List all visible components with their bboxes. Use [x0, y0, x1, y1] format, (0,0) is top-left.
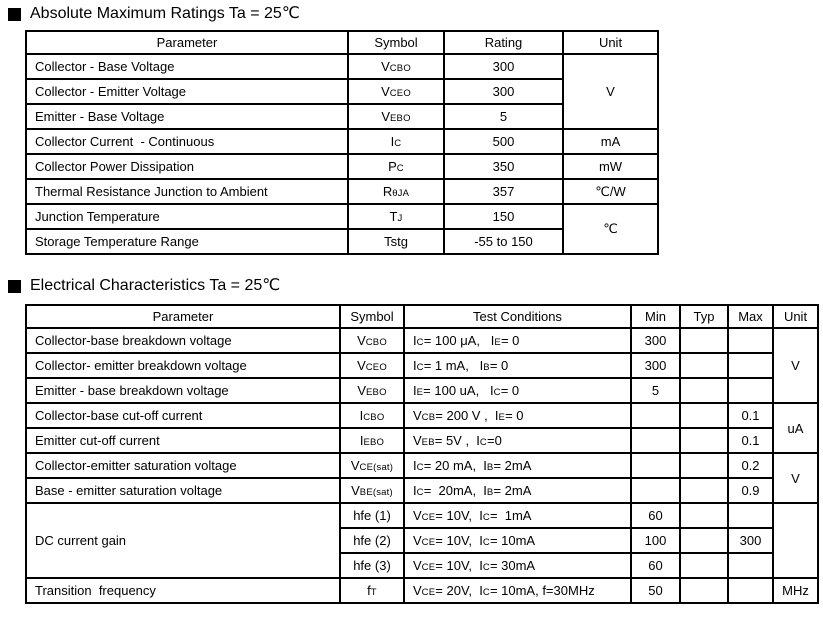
cell-symbol: VCE(sat)	[340, 453, 404, 478]
column-header-parameter: Parameter	[26, 31, 348, 54]
cell-rating: 150	[444, 204, 563, 229]
cell-parameter: Collector- emitter breakdown voltage	[26, 353, 340, 378]
cell-symbol: IC	[348, 129, 444, 154]
subscript-text: CBO	[365, 337, 387, 348]
subscript-text: EBO	[366, 387, 387, 398]
cell-test-conditions: VCE= 10V, IC= 1mA	[404, 503, 631, 528]
cell-parameter: Collector-base breakdown voltage	[26, 328, 340, 353]
subscript-text: CE	[421, 587, 436, 598]
cell-max: 0.1	[728, 403, 773, 428]
cell-parameter: DC current gain	[26, 503, 340, 578]
black-square-bullet-icon	[8, 280, 21, 293]
cell-symbol: hfe (1)	[340, 503, 404, 528]
subscript-text: C	[396, 163, 404, 174]
cell-symbol: RθJA	[348, 179, 444, 204]
cell-typ	[680, 403, 728, 428]
cell-symbol: PC	[348, 154, 444, 179]
cell-min: 300	[631, 328, 680, 353]
cell-symbol: Tstg	[348, 229, 444, 254]
cell-max: 0.2	[728, 453, 773, 478]
column-header-symbol: Symbol	[340, 305, 404, 328]
column-header-parameter: Parameter	[26, 305, 340, 328]
cell-unit: V	[563, 54, 658, 129]
cell-min	[631, 453, 680, 478]
cell-unit	[773, 503, 818, 578]
cell-parameter: Collector-emitter saturation voltage	[26, 453, 340, 478]
cell-symbol: VCBO	[348, 54, 444, 79]
subscript-text: B	[483, 362, 490, 373]
cell-test-conditions: VCE= 20V, IC= 10mA, f=30MHz	[404, 578, 631, 603]
cell-rating: 500	[444, 129, 563, 154]
cell-unit: V	[773, 453, 818, 503]
absolute-maximum-ratings-table	[25, 30, 659, 255]
cell-parameter: Emitter cut-off current	[26, 428, 340, 453]
cell-parameter: Collector Power Dissipation	[26, 154, 348, 179]
cell-symbol: hfe (3)	[340, 553, 404, 578]
cell-max	[728, 578, 773, 603]
subscript-text: B	[486, 487, 494, 498]
cell-max	[728, 378, 773, 403]
header-row	[26, 305, 818, 328]
cell-max	[728, 503, 773, 528]
cell-min: 300	[631, 353, 680, 378]
subscript-text: C	[416, 337, 424, 348]
subscript-text: C	[482, 537, 490, 548]
cell-parameter: Collector-base cut-off current	[26, 403, 340, 428]
cell-unit: MHz	[773, 578, 818, 603]
cell-symbol: VEBO	[348, 104, 444, 129]
cell-test-conditions: VCE= 10V, IC= 10mA	[404, 528, 631, 553]
cell-parameter: Thermal Resistance Junction to Ambient	[26, 179, 348, 204]
column-header-test-conditions: Test Conditions	[404, 305, 631, 328]
table-row	[26, 503, 818, 528]
cell-max: 0.1	[728, 428, 773, 453]
cell-typ	[680, 553, 728, 578]
subscript-text: J	[397, 213, 403, 224]
cell-max	[728, 328, 773, 353]
cell-parameter: Base - emitter saturation voltage	[26, 478, 340, 503]
cell-test-conditions: IC= 100 μA, IE= 0	[404, 328, 631, 353]
table-row	[26, 154, 658, 179]
cell-min	[631, 478, 680, 503]
cell-parameter: Emitter - base breakdown voltage	[26, 378, 340, 403]
cell-unit: ℃/W	[563, 179, 658, 204]
cell-test-conditions: VCE= 10V, IC= 30mA	[404, 553, 631, 578]
table-row	[26, 428, 818, 453]
cell-unit: mW	[563, 154, 658, 179]
cell-symbol: VCEO	[348, 79, 444, 104]
cell-rating: 5	[444, 104, 563, 129]
subscript-text: CEO	[389, 88, 411, 99]
cell-typ	[680, 453, 728, 478]
cell-min: 100	[631, 528, 680, 553]
subscript-text: CBO	[389, 63, 411, 74]
subscript-text: C	[416, 462, 424, 473]
cell-parameter: Junction Temperature	[26, 204, 348, 229]
subscript-text: CE(sat)	[359, 462, 394, 473]
subscript-text: E	[494, 337, 501, 348]
cell-typ	[680, 428, 728, 453]
cell-parameter: Collector - Emitter Voltage	[26, 79, 348, 104]
table-row	[26, 328, 818, 353]
cell-parameter: Transition frequency	[26, 578, 340, 603]
subscript-text: θJA	[392, 188, 410, 199]
subscript-text: CE	[421, 512, 436, 523]
column-header-max: Max	[728, 305, 773, 328]
table-row	[26, 578, 818, 603]
table-row	[26, 378, 818, 403]
cell-typ	[680, 478, 728, 503]
column-header-typ: Typ	[680, 305, 728, 328]
subscript-text: CEO	[365, 362, 387, 373]
section-title-text: Absolute Maximum Ratings Ta = 25℃	[30, 5, 300, 22]
cell-typ	[680, 528, 728, 553]
section-title-absolute-maximum-ratings	[8, 5, 823, 23]
subscript-text: C	[482, 562, 490, 573]
table-row	[26, 129, 658, 154]
cell-min: 5	[631, 378, 680, 403]
subscript-text: EBO	[363, 437, 385, 448]
electrical-characteristics-table	[25, 304, 819, 604]
cell-symbol: VCEO	[340, 353, 404, 378]
subscript-text: C	[479, 437, 487, 448]
cell-rating: 300	[444, 79, 563, 104]
cell-unit: V	[773, 328, 818, 403]
subscript-text: CE	[421, 537, 436, 548]
cell-parameter: Collector Current - Continuous	[26, 129, 348, 154]
subscript-text: B	[486, 462, 494, 473]
cell-max	[728, 353, 773, 378]
cell-typ	[680, 578, 728, 603]
cell-rating: 350	[444, 154, 563, 179]
cell-test-conditions: IE= 100 uA, IC= 0	[404, 378, 631, 403]
subscript-text: C	[482, 512, 490, 523]
cell-unit: uA	[773, 403, 818, 453]
table-row	[26, 204, 658, 229]
cell-test-conditions: VCB= 200 V , IE= 0	[404, 403, 631, 428]
table-row	[26, 478, 818, 503]
subscript-text: C	[416, 487, 424, 498]
cell-unit: mA	[563, 129, 658, 154]
cell-min: 60	[631, 553, 680, 578]
cell-symbol: hfe (2)	[340, 528, 404, 553]
cell-max: 300	[728, 528, 773, 553]
section-title-text: Electrical Characteristics Ta = 25℃	[30, 277, 281, 294]
subscript-text: C	[394, 138, 402, 149]
table-row	[26, 453, 818, 478]
cell-typ	[680, 378, 728, 403]
cell-parameter: Collector - Base Voltage	[26, 54, 348, 79]
table-row	[26, 353, 818, 378]
cell-symbol: VCBO	[340, 328, 404, 353]
cell-max: 0.9	[728, 478, 773, 503]
subscript-text: T	[370, 587, 377, 598]
section-title-electrical-characteristics	[8, 277, 823, 295]
subscript-text: C	[416, 362, 424, 373]
cell-min	[631, 428, 680, 453]
subscript-text: E	[416, 387, 424, 398]
subscript-text: C	[493, 387, 501, 398]
table-row	[26, 54, 658, 79]
datasheet-page	[0, 5, 823, 617]
cell-typ	[680, 503, 728, 528]
subscript-text: C	[482, 587, 490, 598]
cell-symbol: VBE(sat)	[340, 478, 404, 503]
cell-unit: ℃	[563, 204, 658, 254]
cell-rating: 300	[444, 54, 563, 79]
table-row	[26, 179, 658, 204]
column-header-rating: Rating	[444, 31, 563, 54]
cell-symbol: TJ	[348, 204, 444, 229]
table-row	[26, 403, 818, 428]
cell-typ	[680, 353, 728, 378]
cell-max	[728, 553, 773, 578]
subscript-text: CE	[421, 562, 436, 573]
cell-min: 60	[631, 503, 680, 528]
cell-test-conditions: IC= 1 mA, IB= 0	[404, 353, 631, 378]
column-header-min: Min	[631, 305, 680, 328]
column-header-unit: Unit	[773, 305, 818, 328]
subscript-text: BE(sat)	[359, 487, 393, 498]
cell-symbol: IEBO	[340, 428, 404, 453]
cell-symbol: ICBO	[340, 403, 404, 428]
cell-parameter: Storage Temperature Range	[26, 229, 348, 254]
subscript-text: E	[498, 412, 506, 423]
subscript-text: CBO	[363, 412, 385, 423]
cell-test-conditions: IC= 20mA, IB= 2mA	[404, 478, 631, 503]
cell-min: 50	[631, 578, 680, 603]
cell-test-conditions: VEB= 5V , IC=0	[404, 428, 631, 453]
column-header-symbol: Symbol	[348, 31, 444, 54]
cell-symbol: fT	[340, 578, 404, 603]
subscript-text: EB	[421, 437, 435, 448]
cell-typ	[680, 328, 728, 353]
cell-test-conditions: IC= 20 mA, IB= 2mA	[404, 453, 631, 478]
column-header-unit: Unit	[563, 31, 658, 54]
cell-rating: -55 to 150	[444, 229, 563, 254]
header-row	[26, 31, 658, 54]
subscript-text: CB	[421, 412, 436, 423]
cell-parameter: Emitter - Base Voltage	[26, 104, 348, 129]
subscript-text: EBO	[390, 113, 411, 124]
cell-rating: 357	[444, 179, 563, 204]
black-square-bullet-icon	[8, 8, 21, 21]
cell-symbol: VEBO	[340, 378, 404, 403]
cell-min	[631, 403, 680, 428]
